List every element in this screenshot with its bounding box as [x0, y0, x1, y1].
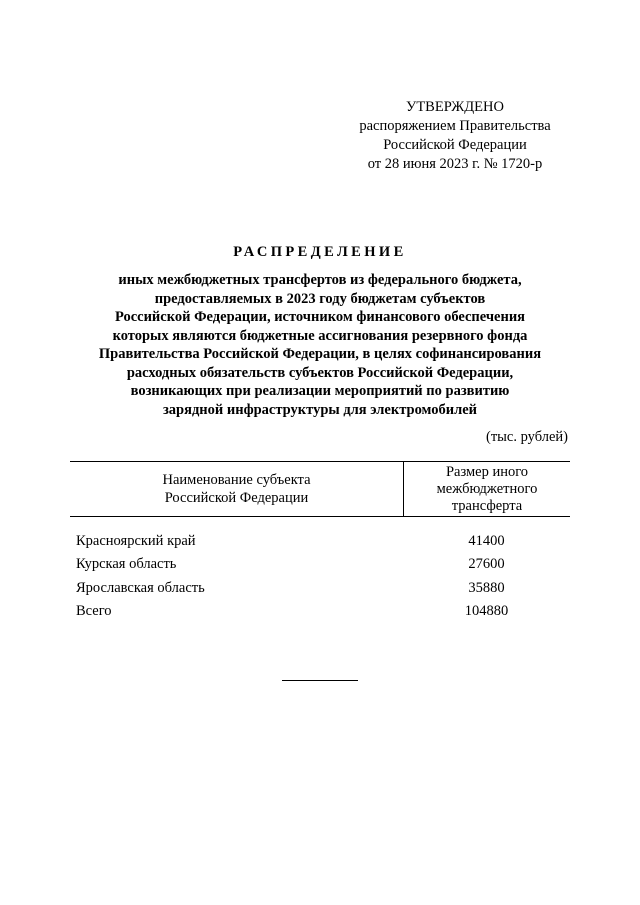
subtitle-line: иных межбюджетных трансфертов из федерального бюджета, — [118, 272, 522, 288]
table-row — [70, 553, 570, 576]
header-amount-line: Размер иного — [445, 463, 529, 480]
transfer-amount: 27600 — [468, 556, 505, 573]
distribution-table — [70, 461, 570, 623]
approval-line-order: распоряжением Правительства — [359, 118, 551, 134]
subtitle-line: расходных обязательств субъектов Российской Федерации, — [126, 364, 514, 381]
units-label: (тыс. рублей) — [486, 429, 568, 445]
subtitle-line: Российской Федерации, источником финансового обеспечения — [114, 309, 526, 325]
table-body — [70, 517, 570, 623]
total-amount: 104880 — [464, 603, 509, 620]
end-divider — [282, 680, 358, 681]
table-header — [70, 461, 570, 517]
header-subject — [70, 462, 404, 516]
subtitle-line: зарядной инфраструктуры для электромобилей — [162, 401, 478, 418]
header-subject-line: Наименование субъекта — [162, 472, 311, 488]
subject-name: Ярославская область — [76, 579, 205, 596]
subtitle-line: которых являются бюджетные ассигнования резервного фонда — [112, 327, 528, 344]
approval-line-date: от 28 июня 2023 г. № 1720-р — [367, 156, 543, 172]
transfer-amount: 41400 — [468, 533, 505, 550]
subject-name: Курская область — [76, 556, 177, 573]
subtitle-line: предоставляемых в 2023 году бюджетам субъектов — [154, 290, 486, 307]
header-amount — [404, 462, 570, 516]
document-title: РАСПРЕДЕЛЕНИЕ — [233, 244, 407, 260]
approval-label: УТВЕРЖДЕНО — [406, 99, 504, 115]
total-label: Всего — [76, 603, 112, 620]
document-subtitle — [70, 271, 570, 419]
subtitle-line: возникающих при реализации мероприятий по развитию — [130, 383, 510, 399]
table-row — [70, 530, 570, 553]
subject-name: Красноярский край — [76, 533, 196, 550]
subtitle-line: Правительства Российской Федерации, в целях софинансирования — [98, 346, 542, 362]
approval-line-government: Российской Федерации — [383, 137, 527, 153]
table-row — [70, 577, 570, 600]
transfer-amount: 35880 — [468, 579, 505, 596]
approval-block — [340, 98, 570, 174]
table-row-total — [70, 600, 570, 623]
header-subject-line: Российской Федерации — [164, 490, 309, 506]
header-amount-line: межбюджетного — [436, 480, 538, 497]
header-amount-line: трансферта — [451, 497, 523, 514]
